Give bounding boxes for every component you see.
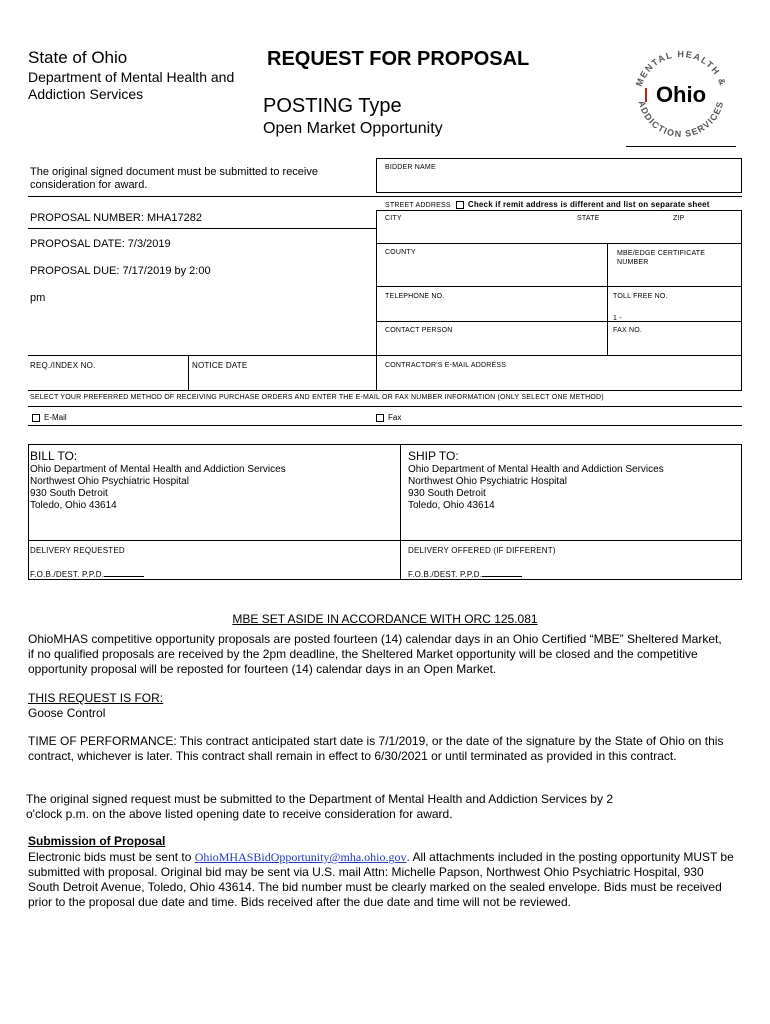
proposal-number: PROPOSAL NUMBER: MHA17282	[30, 212, 202, 224]
street-address-label: STREET ADDRESS Check if remit address is different and list on separate sheet	[385, 200, 710, 209]
department-name: Department of Mental Health and Addiction Services	[28, 69, 235, 102]
logo-underline	[626, 146, 736, 147]
ohiomhas-logo	[626, 44, 736, 144]
mbe-heading: MBE SET ASIDE IN ACCORDANCE WITH ORC 125.081	[232, 612, 538, 626]
request-for-heading: THIS REQUEST IS FOR:	[28, 691, 164, 705]
submission-heading: Submission of Proposal	[28, 834, 166, 848]
proposal-due: PROPOSAL DUE: 7/17/2019 by 2:00	[30, 265, 211, 277]
logo-center-text: Ohio	[655, 82, 707, 107]
notice-date-label: NOTICE DATE	[192, 361, 248, 370]
delivery-requested-label: DELIVERY REQUESTED	[30, 546, 125, 555]
email-option-label: E-Mail	[44, 413, 67, 422]
contact-person-label: CONTACT PERSON	[385, 327, 453, 334]
opportunity-type: Open Market Opportunity	[263, 120, 443, 137]
divider	[400, 444, 401, 580]
fob-left: F.O.B./DEST. P.P.D.	[30, 570, 144, 579]
city-label: CITY	[385, 215, 402, 222]
fax-checkbox[interactable]	[376, 414, 384, 422]
email-checkbox[interactable]	[32, 414, 40, 422]
bill-to-address: Ohio Department of Mental Health and Addiction Services Northwest Ohio Psychiatric Hospital 930 South Detroit Toledo, Ohio 43614	[30, 464, 286, 511]
zip-label: ZIP	[673, 215, 685, 222]
mbe-paragraph: OhioMHAS competitive opportunity proposals are posted fourteen (14) calendar days in an Ohio Certified “MBE” Sheltered Market, if no qualified proposals are received by the 2pm deadline, the Sheltered Market opportunity will be closed and the competitive opportunity proposal will be reposted for fourteen (14) calendar days in an Open Market.	[28, 632, 722, 676]
county-field[interactable]	[376, 243, 742, 287]
proposal-date: PROPOSAL DATE: 7/3/2019	[30, 238, 171, 250]
method-instruction: SELECT YOUR PREFERRED METHOD OF RECEIVING PURCHASE ORDERS AND ENTER THE E-MAIL OR FAX NUMBER INFORMATION (ONLY SELECT ONE METHOD)	[30, 394, 604, 401]
bid-email-link[interactable]: OhioMHASBidOpportunity@mha.ohio.gov	[194, 850, 407, 864]
email-address-field[interactable]	[376, 355, 742, 391]
document-title: REQUEST FOR PROPOSAL	[267, 48, 530, 70]
req-index-label: REQ./INDEX NO.	[30, 361, 96, 370]
telephone-field[interactable]	[376, 286, 742, 322]
city-state-zip-field[interactable]	[376, 210, 742, 244]
time-of-performance: TIME OF PERFORMANCE: This contract anticipated start date is 7/1/2019, or the date of the signature by the State of Ohio on this contract, whichever is later. This contract shall remain in effect to 6/30/2021 or until terminated as provided in this contract.	[28, 734, 724, 763]
fob-right: F.O.B./DEST. P.P.D.	[408, 570, 522, 579]
submission-paragraph: Electronic bids must be sent to OhioMHASBidOpportunity@mha.ohio.gov. All attachments included in the posting opportunity MUST be submitted with proposal. Original bid may be sent via U.S. mail Attn: Michelle Papson, Northwest Ohio Psychiatric Hospital, 930 South Detroit Avenue, Toledo, Ohio 43614. The bid number must be clearly marked on the sealed envelope. Bids must be received prior to the proposal due date and time. Bids received after the due date and time will not be reviewed.	[28, 850, 734, 909]
divider	[28, 406, 742, 407]
toll-free-prefix: 1 -	[613, 315, 622, 322]
fax-label: FAX NO.	[613, 327, 643, 334]
email-option[interactable]	[32, 413, 67, 422]
telephone-label: TELEPHONE NO.	[385, 293, 445, 300]
email-address-label: CONTRACTOR'S E-MAIL ADDRESS	[385, 362, 507, 369]
divider	[28, 355, 376, 356]
divider	[607, 322, 608, 356]
contact-person-field[interactable]	[376, 321, 742, 356]
bidder-name-label: BIDDER NAME	[385, 164, 436, 171]
divider	[376, 196, 742, 197]
notice-text: The original signed document must be submitted to receive consideration for award.	[30, 166, 318, 191]
divider	[28, 425, 742, 426]
divider	[28, 196, 376, 197]
mbe-certificate-label: MBE/EDGE CERTIFICATE NUMBER	[617, 250, 706, 266]
delivery-offered-label: DELIVERY OFFERED (IF DIFFERENT)	[408, 546, 556, 555]
divider	[28, 540, 742, 541]
divider	[28, 390, 742, 391]
remit-address-checkbox[interactable]	[456, 201, 464, 209]
county-label: COUNTY	[385, 249, 416, 256]
divider	[607, 287, 608, 322]
remit-note: Check if remit address is different and list on separate sheet	[467, 200, 710, 209]
fax-option[interactable]	[376, 413, 401, 422]
logo-top-text: MENTAL HEALTH &	[633, 48, 729, 88]
fax-option-label: Fax	[388, 413, 402, 422]
bidder-name-field[interactable]	[376, 158, 742, 193]
bill-to-heading: BILL TO:	[30, 449, 78, 463]
posting-type: POSTING Type	[263, 95, 402, 117]
state-label: STATE	[577, 215, 600, 222]
request-for-value: Goose Control	[28, 706, 106, 720]
proposal-due-pm: pm	[30, 292, 46, 304]
ship-to-heading: SHIP TO:	[408, 449, 459, 463]
logo-bottom-text: ADDICTION SERVICES	[636, 99, 726, 140]
signed-request-text: The original signed request must be submitted to the Department of Mental Health and Addiction Services by 2 o'clock p.m. on the above listed opening date to receive consideration for award.	[26, 792, 613, 821]
toll-free-label: TOLL FREE NO.	[613, 293, 668, 300]
divider	[188, 355, 189, 390]
divider	[28, 228, 376, 229]
ship-to-address: Ohio Department of Mental Health and Addiction Services Northwest Ohio Psychiatric Hospital 930 South Detroit Toledo, Ohio 43614	[408, 464, 664, 511]
divider	[607, 244, 608, 287]
state-name: State of Ohio	[28, 48, 128, 67]
